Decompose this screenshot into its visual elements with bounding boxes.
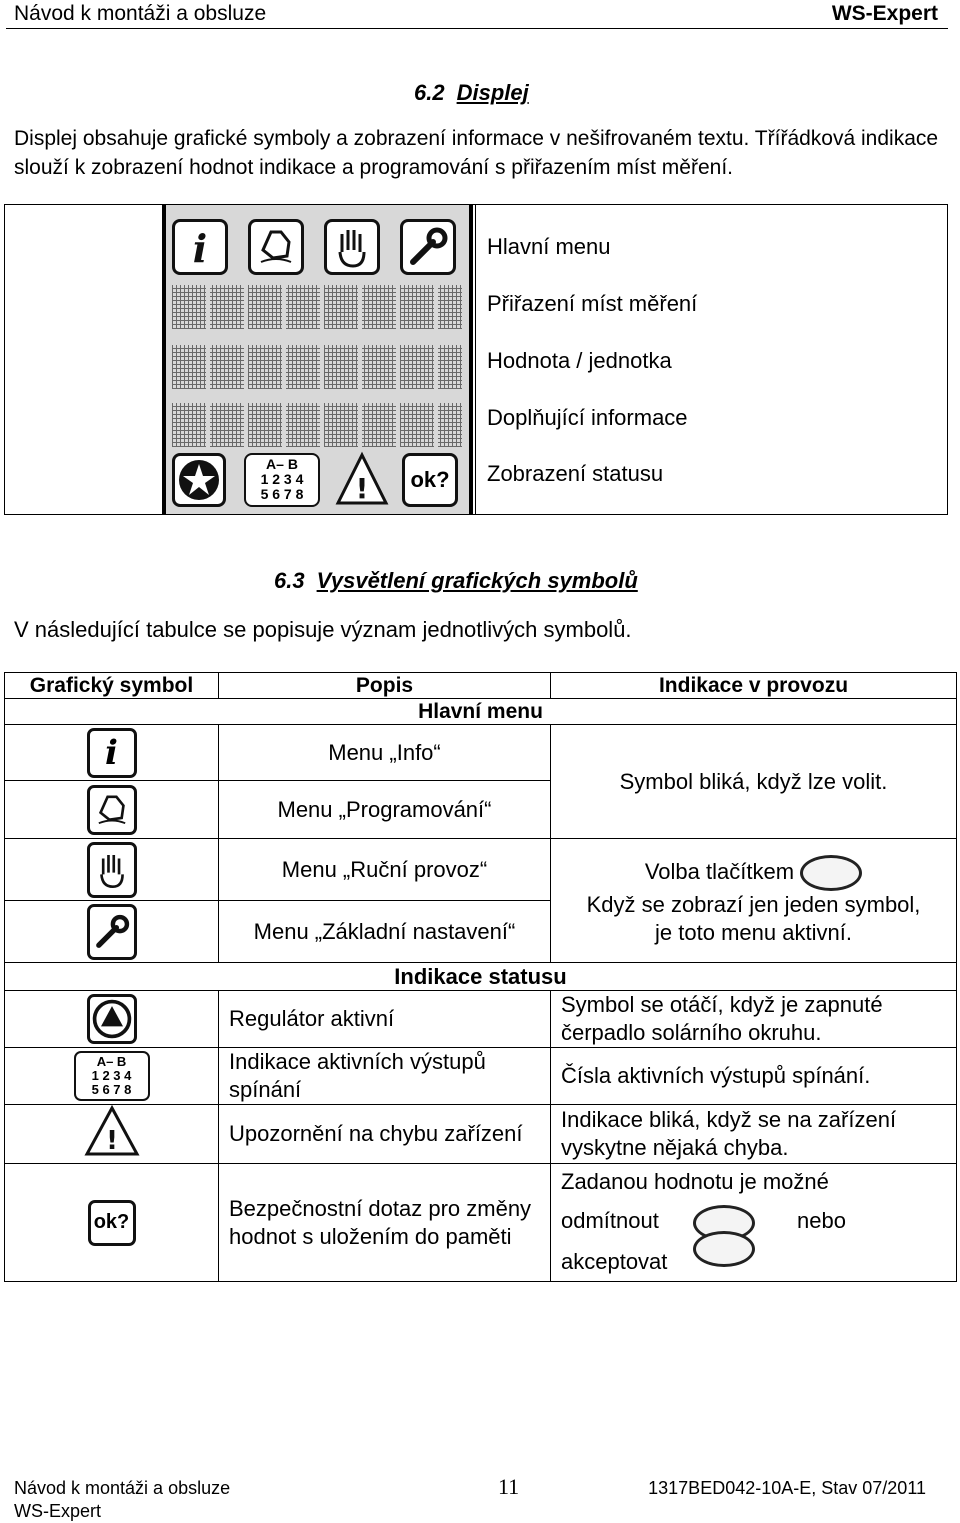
menu-note-active: je toto menu aktivní. [655, 919, 852, 945]
pump-icon [87, 994, 137, 1044]
intro-paragraph: Displej obsahuje grafické symboly a zobrazení informace v nešifrovaném textu. Třířádková indikace slouží k zobrazení hodnot indikace a programování s přiřazením míst měření. [14, 127, 939, 179]
desc-error: Upozornění na chybu zařízení [219, 1105, 551, 1164]
manual-hand-icon [324, 219, 380, 275]
programming-hand-icon [248, 219, 304, 275]
ind-controller-active: Symbol se otáčí, když je zapnuté čerpadlo solárního okruhu. [551, 991, 957, 1048]
ok-icon [88, 1200, 136, 1246]
desc-info: Menu „Info“ [219, 725, 551, 781]
table-row [5, 839, 957, 901]
ind-outputs: Čísla aktivních výstupů spínání. [551, 1048, 957, 1105]
programming-hand-icon [87, 785, 137, 835]
info-glyph: i [105, 732, 118, 773]
outputs-icon-line3: 5 6 7 8 [91, 1082, 132, 1097]
pump-icon [172, 453, 226, 507]
desc-outputs: Indikace aktivních výstupů spínání [219, 1048, 551, 1105]
menu-note-select [561, 855, 946, 891]
ok-icon-text: ok? [93, 1211, 130, 1233]
manual-hand-icon [87, 842, 137, 898]
footer-title: Návod k montáži a obsluze [14, 1478, 231, 1498]
figure-divider [475, 205, 476, 514]
warning-glyph: ! [355, 472, 369, 505]
symbols-table [4, 672, 957, 1282]
header-operation: Indikace v provozu [551, 673, 957, 699]
header-symbol: Grafický symbol [5, 673, 219, 699]
outputs-icon-line2: 1 2 3 4 [260, 471, 304, 487]
section-title: Vysvětlení grafických symbolů [316, 568, 638, 593]
warning-glyph: ! [105, 1126, 118, 1156]
info-icon [172, 219, 228, 275]
table-row [5, 1164, 957, 1282]
warning-icon [84, 1105, 140, 1157]
section-heading-6-2 [414, 80, 529, 106]
info-glyph: i [192, 226, 208, 271]
header-brand: WS-Expert [831, 2, 938, 25]
table-lead: V následující tabulce se popisuje význam jednotlivých symbolů. [14, 617, 632, 642]
outputs-icon [244, 453, 320, 507]
ind-confirm-reject: odmítnout [561, 1207, 659, 1233]
footer-brand: WS-Expert [14, 1501, 102, 1521]
label-additional-info: Doplňující informace [487, 405, 688, 430]
display-figure [4, 204, 948, 515]
section-number: 6.2 [414, 80, 445, 105]
table-row [5, 991, 957, 1048]
outputs-icon-line1: A– B [96, 1054, 127, 1069]
info-icon [87, 728, 137, 778]
group-status: Indikace statusu [5, 963, 957, 991]
table-row [5, 725, 957, 781]
ind-confirm-1: Zadanou hodnotu je možné [561, 1168, 829, 1194]
section-number: 6.3 [274, 568, 305, 593]
ok-icon-text: ok? [410, 467, 450, 492]
section-heading-6-3 [274, 568, 638, 594]
menu-note-single: Když se zobrazí jen jeden symbol, [586, 891, 921, 917]
lcd-row-2 [172, 345, 462, 389]
menu-note-blink: Symbol bliká, když lze volit. [551, 725, 957, 839]
lcd-row-1 [172, 285, 462, 329]
outputs-icon [74, 1051, 150, 1101]
desc-confirm: Bezpečnostní dotaz pro změny hodnot s uložením do paměti [219, 1164, 551, 1282]
desc-programming: Menu „Programování“ [219, 781, 551, 839]
warning-icon [334, 451, 390, 507]
lcd-row-3 [172, 403, 462, 447]
ind-confirm-accept: akceptovat [561, 1248, 668, 1274]
desc-basic-settings: Menu „Základní nastavení“ [219, 901, 551, 963]
label-status-display: Zobrazení statusu [487, 461, 664, 486]
group-main-menu: Hlavní menu [5, 699, 957, 725]
header-divider [6, 28, 948, 29]
header-description: Popis [219, 673, 551, 699]
ok-icon [402, 453, 458, 507]
label-measurement-assignment: Přiřazení míst měření [487, 291, 698, 316]
ind-error: Indikace bliká, když se na zařízení vyskytne nějaká chyba. [551, 1105, 957, 1164]
footer-docref: 1317BED042-10A-E, Stav 07/2011 [648, 1478, 926, 1498]
outputs-icon-line3: 5 6 7 8 [260, 486, 304, 502]
label-value-unit: Hodnota / jednotka [487, 348, 672, 373]
ind-confirm-or: nebo [797, 1207, 846, 1233]
desc-controller-active: Regulátor aktivní [219, 991, 551, 1048]
page-number: 11 [498, 1474, 520, 1499]
select-button-icon [800, 855, 862, 891]
wrench-icon [400, 219, 456, 275]
accept-button-icon [693, 1231, 755, 1267]
lcd-display [162, 205, 473, 514]
menu-note-select-text: Volba tlačítkem [644, 858, 795, 884]
wrench-icon [87, 904, 137, 960]
desc-manual: Menu „Ruční provoz“ [219, 839, 551, 901]
outputs-icon-line1: A– B [266, 456, 298, 472]
section-title: Displej [456, 80, 529, 105]
outputs-icon-line2: 1 2 3 4 [91, 1068, 132, 1083]
table-row [5, 1048, 957, 1105]
table-row [5, 1105, 957, 1164]
header-title: Návod k montáži a obsluze [14, 2, 267, 25]
label-main-menu: Hlavní menu [487, 234, 611, 259]
